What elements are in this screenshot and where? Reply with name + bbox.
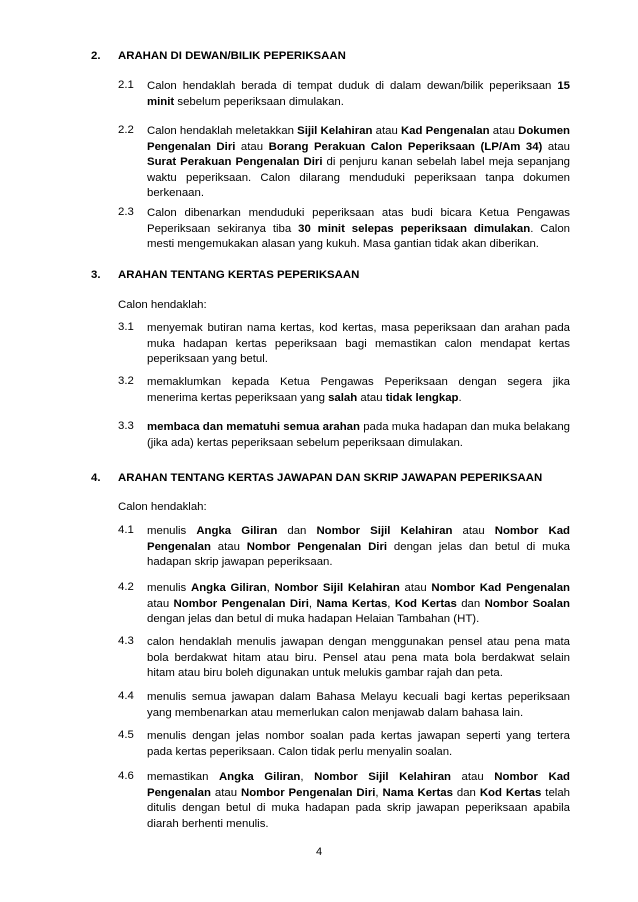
section-title: ARAHAN TENTANG KERTAS PEPERIKSAAN xyxy=(118,269,360,281)
item-text: menulis Angka Giliran dan Nombor Sijil Kelahiran atau Nombor Kad Pengenalan atau Nombor Pengenalan Diri dengan jelas dan betul di muka hadapan skrip jawapan peperiksaan. xyxy=(147,525,570,569)
item-number: 2.3 xyxy=(118,206,134,218)
item-text: Calon dibenarkan menduduki peperiksaan atas budi bicara Ketua Pengawas Peperiksaan sekiranya tiba 30 minit selepas peperiksaan dimulakan. Calon mesti mengemukakan alasan yang kukuh. Masa gantian tidak akan diberikan. xyxy=(147,207,571,251)
section-number: 4. xyxy=(91,472,101,484)
item-text: memastikan Angka Giliran, Nombor Sijil Kelahiran atau Nombor Kad Pengenalan atau Nombor Pengenalan Diri, Nama Kertas dan Kod Kertas telah ditulis dengan betul di muka hadapan pada skrip jawapan peperiksaan apabila diarah berhenti menulis. xyxy=(147,771,570,830)
item-text: menyemak butiran nama kertas, kod kertas, masa peperiksaan dan arahan pada muka hadapan kertas peperiksaan bagi memastikan calon mendapat kertas peperiksaan yang betul. xyxy=(147,322,570,366)
item-number: 2.1 xyxy=(118,79,134,91)
item-text: memaklumkan kepada Ketua Pengawas Peperiksaan dengan segera jika menerima kertas peperiksaan yang salah atau tidak lengkap. xyxy=(147,376,570,404)
section-number: 2. xyxy=(91,50,101,62)
item-text: menulis dengan jelas nombor soalan pada kertas jawapan seperti yang tertera pada kertas peperiksaan. Calon tidak perlu menyalin soalan. xyxy=(147,730,570,758)
section-intro: Calon hendaklah: xyxy=(118,501,207,513)
item-text: menulis Angka Giliran, Nombor Sijil Kelahiran atau Nombor Kad Pengenalan atau Nombor Pengenalan Diri, Nama Kertas, Kod Kertas dan Nombor Soalan dengan jelas dan betul di muka hadapan Helaian Tambahan (HT). xyxy=(147,582,570,626)
item-number: 4.3 xyxy=(118,635,134,647)
section-heading xyxy=(0,269,638,285)
item-number: 3.1 xyxy=(118,321,134,333)
section-intro: Calon hendaklah: xyxy=(118,299,207,311)
section-heading xyxy=(0,472,638,488)
item-text: Calon hendaklah meletakkan Sijil Kelahiran atau Kad Pengenalan atau Dokumen Pengenalan Diri atau Borang Perakuan Calon Peperiksaan (LP/Am 34) atau Surat Perakuan Pengenalan Diri di penjuru kanan sebelah label meja sepanjang waktu peperiksaan. Calon dilarang menduduki peperiksaan tanpa dokumen berkenaan. xyxy=(147,125,571,200)
item-text: Calon hendaklah berada di tempat duduk di dalam dewan/bilik peperiksaan 15 minit sebelum peperiksaan dimulakan. xyxy=(147,80,570,108)
item-text: menulis semua jawapan dalam Bahasa Melayu kecuali bagi kertas peperiksaan yang membenarkan atau memerlukan calon menjawab dalam bahasa lain. xyxy=(147,691,570,719)
item-text: membaca dan mematuhi semua arahan pada muka hadapan dan muka belakang (jika ada) kertas peperiksaan sebelum peperiksaan dimulakan. xyxy=(147,421,570,449)
item-number: 4.1 xyxy=(118,524,134,536)
section-number: 3. xyxy=(91,269,101,281)
item-number: 2.2 xyxy=(118,124,134,136)
item-number: 4.4 xyxy=(118,690,134,702)
section-heading xyxy=(0,50,638,66)
item-number: 3.3 xyxy=(118,420,134,432)
item-text: calon hendaklah menulis jawapan dengan menggunakan pensel atau pena mata bola berdakwat hitam atau biru. Pensel atau pena mata bola berdakwat selain hitam atau biru boleh digunakan untuk melukis gambar rajah dan peta. xyxy=(147,636,570,680)
section-title: ARAHAN DI DEWAN/BILIK PEPERIKSAAN xyxy=(118,50,346,62)
item-number: 3.2 xyxy=(118,375,134,387)
item-number: 4.6 xyxy=(118,770,134,782)
item-number: 4.5 xyxy=(118,729,134,741)
item-number: 4.2 xyxy=(118,581,134,593)
page-number: 4 xyxy=(315,846,323,858)
section-title: ARAHAN TENTANG KERTAS JAWAPAN DAN SKRIP JAWAPAN PEPERIKSAAN xyxy=(118,472,543,484)
